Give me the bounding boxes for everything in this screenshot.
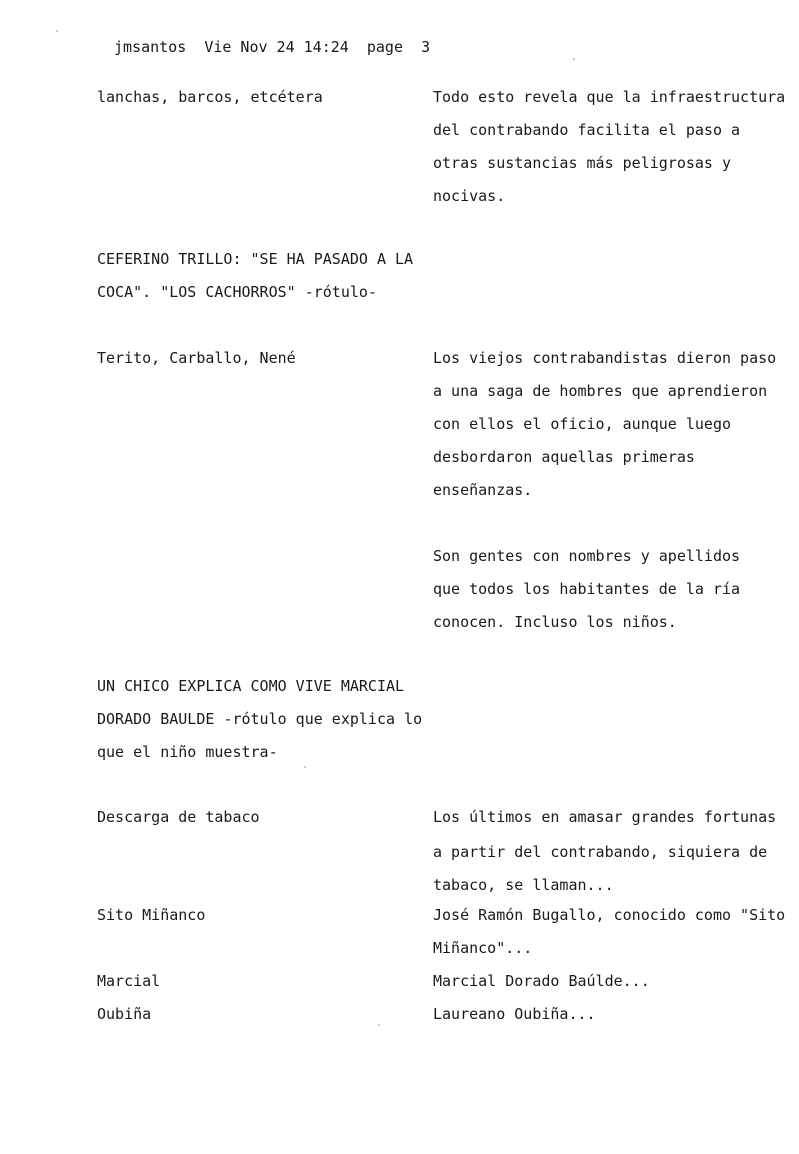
scan-speck	[56, 30, 58, 32]
left-column-line: COCA". "LOS CACHORROS" -rótulo-	[97, 283, 377, 301]
left-column-line: Oubiña	[97, 1005, 152, 1023]
narration-line: otras sustancias más peligrosas y	[433, 154, 732, 172]
header-user: jmsantos	[114, 38, 187, 56]
header-page-label: page	[366, 38, 403, 56]
left-column-line: lanchas, barcos, etcétera	[97, 88, 323, 106]
scan-speck	[378, 1024, 380, 1026]
narration-line: del contrabando facilita el paso a	[433, 121, 741, 139]
page-header	[114, 38, 430, 56]
left-column-line: CEFERINO TRILLO: "SE HA PASADO A LA	[97, 250, 414, 268]
narration-line: desbordaron aquellas primeras	[433, 448, 695, 466]
scan-speck	[573, 58, 575, 60]
left-column-line: Descarga de tabaco	[97, 808, 260, 826]
scan-speck	[304, 766, 306, 768]
narration-line: enseñanzas.	[433, 481, 533, 499]
narration-line: Miñanco"...	[433, 939, 533, 957]
narration-line: conocen. Incluso los niños.	[433, 613, 677, 631]
left-column-line: DORADO BAULDE -rótulo que explica lo	[97, 710, 423, 728]
narration-line: a una saga de hombres que aprendieron	[433, 382, 768, 400]
narration-line: Son gentes con nombres y apellidos	[433, 547, 741, 565]
left-column-line: UN CHICO EXPLICA COMO VIVE MARCIAL	[97, 677, 405, 695]
narration-line: Marcial Dorado Baúlde...	[433, 972, 650, 990]
narration-line: Laureano Oubiña...	[433, 1005, 596, 1023]
narration-line: a partir del contrabando, siquiera de	[433, 843, 768, 861]
left-column-line: que el niño muestra-	[97, 743, 278, 761]
narration-line: José Ramón Bugallo, conocido como "Sito	[433, 906, 786, 924]
narration-line: Los últimos en amasar grandes fortunas	[433, 808, 777, 826]
header-page-number: 3	[421, 38, 431, 56]
narration-line: con ellos el oficio, aunque luego	[433, 415, 732, 433]
left-column-line: Marcial	[97, 972, 161, 990]
narration-line: que todos los habitantes de la ría	[433, 580, 741, 598]
left-column-line: Sito Miñanco	[97, 906, 206, 924]
narration-line: Todo esto revela que la infraestructura	[433, 88, 786, 106]
header-date: Vie Nov 24 14:24	[204, 38, 349, 56]
left-column-line: Terito, Carballo, Nené	[97, 349, 296, 367]
narration-line: nocivas.	[433, 187, 506, 205]
narration-line: tabaco, se llaman...	[433, 876, 614, 894]
narration-line: Los viejos contrabandistas dieron paso	[433, 349, 777, 367]
